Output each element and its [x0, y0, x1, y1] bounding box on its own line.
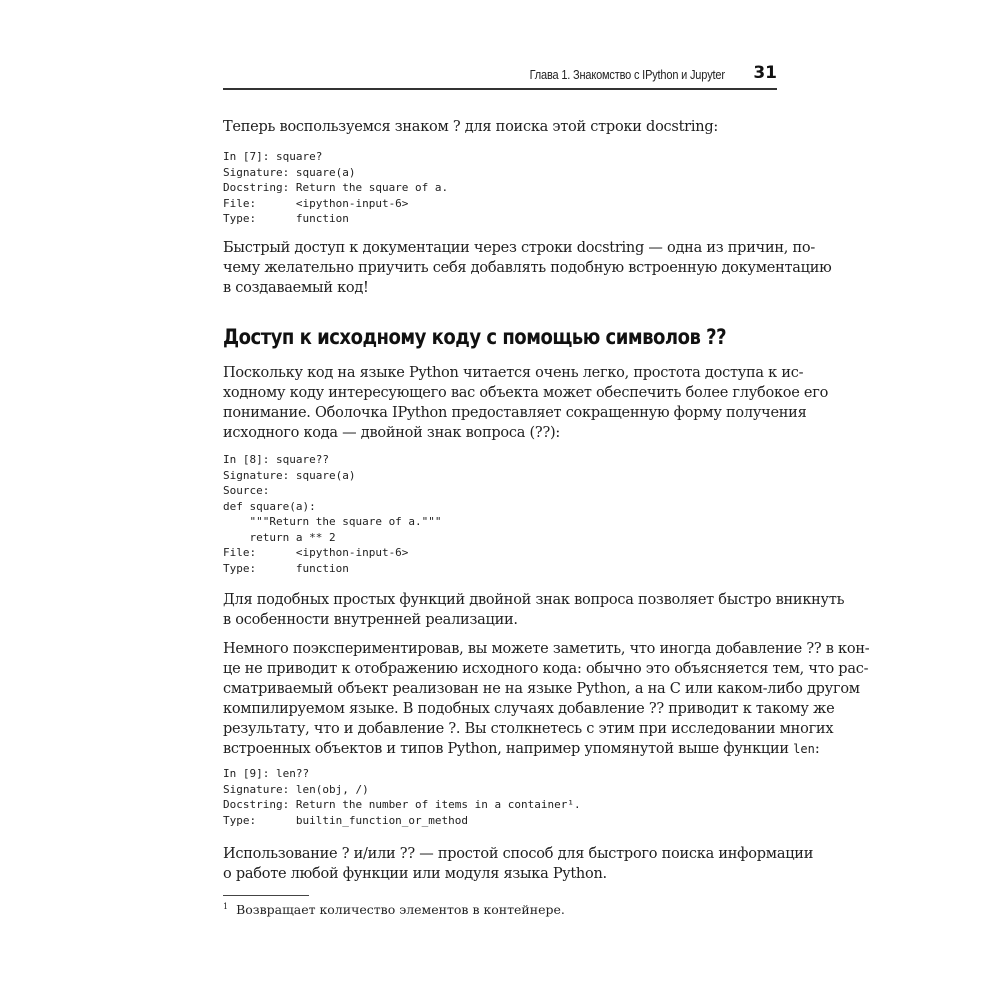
- code-line: Signature: square(a): [223, 468, 356, 482]
- code-line: Signature: len(obj, /): [223, 782, 369, 796]
- code-line: In [9]: len??: [223, 767, 310, 780]
- code-line: Docstring: Return the number of items in a container¹.: [223, 798, 581, 811]
- footnote: [223, 902, 565, 917]
- text-line: Немного поэкспериментировав, вы можете заметить, что иногда добавление ?? в кон-: [223, 641, 870, 657]
- text-line: компилируемом языке. В подобных случаях добавление ?? приводит к такому же: [223, 701, 835, 717]
- code-block-square-source: [223, 452, 442, 576]
- code-line: File: <ipython-input-6>: [223, 546, 409, 559]
- paragraph-summary: [223, 844, 814, 884]
- text-fragment: :: [814, 741, 820, 757]
- text-line-with-code: [223, 739, 820, 759]
- text-line: результату, что и добавление ?. Вы столкнетесь с этим при исследовании многих: [223, 721, 834, 737]
- code-line: def square(a):: [223, 499, 316, 513]
- paragraph-double-question: [223, 590, 845, 630]
- code-line: File: <ipython-input-6>: [223, 196, 409, 210]
- code-block-len-source: [223, 766, 581, 828]
- paragraph-compiled-objects: [223, 639, 870, 759]
- footnote-rule: [223, 895, 309, 896]
- text-line: Теперь воспользуемся знаком ? для поиска этой строки docstring:: [223, 119, 719, 135]
- text-line: в особенности внутренней реализации.: [223, 612, 518, 628]
- text-line: исходного кода — двойной знак вопроса (??):: [223, 425, 561, 441]
- paragraph-source-access: [223, 363, 829, 443]
- code-line: Type: builtin_function_or_method: [223, 813, 469, 827]
- text-line: ходному коду интересующего вас объекта может обеспечить более глубокое его: [223, 385, 829, 401]
- page-number: 31: [753, 63, 777, 83]
- code-block-square-help: [223, 149, 448, 227]
- text-line: понимание. Оболочка IPython предоставляет сокращенную форму получения: [223, 405, 807, 421]
- code-line: Type: function: [223, 212, 349, 225]
- section-heading: Доступ к исходному коду с помощью символов ??: [223, 325, 727, 349]
- intro-paragraph: [223, 117, 777, 137]
- text-line: в создаваемый код!: [223, 280, 369, 296]
- text-line: чему желательно приучить себя добавлять подобную встроенную документацию: [223, 260, 832, 276]
- code-line: In [7]: square?: [223, 150, 323, 163]
- code-line: Docstring: Return the square of a.: [223, 181, 449, 194]
- code-line: Signature: square(a): [223, 165, 356, 179]
- paragraph-docstring-benefit: [223, 238, 832, 298]
- text-line: це не приводит к отображению исходного кода: обычно это объясняется тем, что рас-: [223, 661, 869, 677]
- text-line: сматриваемый объект реализован не на языке Python, а на C или каком-либо другом: [223, 681, 860, 697]
- inline-code: len: [793, 742, 815, 756]
- header-rule: [223, 88, 777, 90]
- code-line: return a ** 2: [223, 530, 336, 544]
- running-header: [223, 62, 777, 90]
- code-line: """Return the square of a.""": [223, 515, 442, 528]
- code-line: In [8]: square??: [223, 453, 329, 466]
- text-line: о работе любой функции или модуля языка Python.: [223, 866, 607, 882]
- text-line: Поскольку код на языке Python читается очень легко, простота доступа к ис-: [223, 365, 804, 381]
- text-line: Быстрый доступ к документации через строки docstring — одна из причин, по-: [223, 240, 816, 256]
- text-line: Использование ? и/или ?? — простой способ для быстрого поиска информации: [223, 846, 814, 862]
- footnote-text: Возвращает количество элементов в контейнере.: [236, 902, 565, 918]
- footnote-marker: 1: [223, 902, 229, 911]
- code-line: Source:: [223, 484, 270, 497]
- code-line: Type: function: [223, 561, 349, 575]
- text-fragment: встроенных объектов и типов Python, например упомянутой выше функции: [223, 741, 789, 757]
- text-line: Для подобных простых функций двойной знак вопроса позволяет быстро вникнуть: [223, 592, 845, 608]
- chapter-title: Глава 1. Знакомство с IPython и Jupyter: [529, 68, 725, 82]
